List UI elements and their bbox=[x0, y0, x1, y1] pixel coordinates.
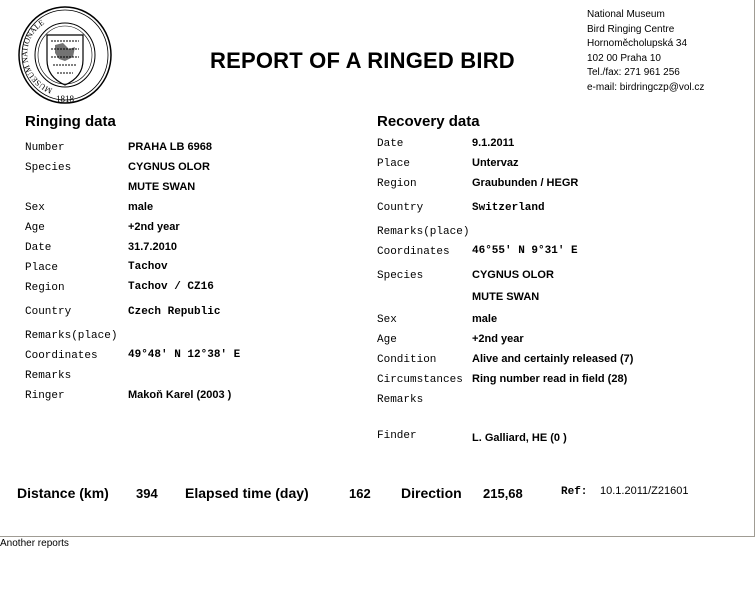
ringing-ringer-value: Makoň Karel (2003 ) bbox=[128, 389, 232, 401]
recovery-remarks-place-label: Remarks(place) bbox=[377, 226, 470, 238]
ringing-remarks-label: Remarks bbox=[25, 370, 72, 382]
ringing-region-label: Region bbox=[25, 282, 65, 294]
address-line: Tel./fax: 271 961 256 bbox=[587, 67, 680, 78]
recovery-circumstances-value: Ring number read in field (28) bbox=[472, 373, 628, 385]
ringing-remarks-place-label: Remarks(place) bbox=[25, 330, 118, 342]
another-reports-link[interactable]: Another reports bbox=[0, 538, 69, 549]
recovery-country-label: Country bbox=[377, 202, 424, 214]
recovery-data-heading: Recovery data bbox=[377, 113, 480, 130]
ringing-ringer-label: Ringer bbox=[25, 390, 65, 402]
recovery-sex-label: Sex bbox=[377, 314, 397, 326]
recovery-circumstances-label: Circumstances bbox=[377, 374, 463, 386]
ringing-data-heading: Ringing data bbox=[25, 113, 116, 130]
distance-value: 394 bbox=[136, 486, 158, 501]
recovery-coordinates-value: 46°55' N 9°31' E bbox=[472, 245, 578, 257]
recovery-coordinates-label: Coordinates bbox=[377, 246, 450, 258]
ringing-species-common-value: MUTE SWAN bbox=[128, 181, 196, 193]
ringing-place-value: Tachov bbox=[128, 261, 168, 273]
ringing-sex-value: male bbox=[128, 201, 154, 213]
ringing-date-value: 31.7.2010 bbox=[128, 241, 177, 253]
ringing-age-value: +2nd year bbox=[128, 221, 180, 233]
recovery-species-common-value: MUTE SWAN bbox=[472, 291, 540, 303]
address-line: National Museum bbox=[587, 9, 665, 20]
recovery-place-value: Untervaz bbox=[472, 157, 519, 169]
ringing-number-value: PRAHA LB 6968 bbox=[128, 141, 212, 153]
ringing-country-label: Country bbox=[25, 306, 72, 318]
svg-text:MUSEUM NATIONALE: MUSEUM NATIONALE bbox=[20, 17, 54, 96]
ringing-country-value: Czech Republic bbox=[128, 306, 221, 318]
institution-address bbox=[587, 8, 704, 95]
address-line: 102 00 Praha 10 bbox=[587, 52, 661, 64]
recovery-country-value: Switzerland bbox=[472, 202, 545, 214]
address-line: Bird Ringing Centre bbox=[587, 23, 675, 35]
distance-label: Distance (km) bbox=[17, 485, 109, 501]
direction-label: Direction bbox=[401, 485, 462, 501]
recovery-place-label: Place bbox=[377, 158, 411, 170]
ref-label: Ref: bbox=[561, 486, 588, 498]
elapsed-time-label: Elapsed time (day) bbox=[185, 485, 309, 501]
ringing-coordinates-label: Coordinates bbox=[25, 350, 98, 362]
recovery-age-label: Age bbox=[377, 334, 397, 346]
ringing-date-label: Date bbox=[25, 242, 52, 254]
recovery-remarks-label: Remarks bbox=[377, 394, 424, 406]
recovery-species-label: Species bbox=[377, 270, 424, 282]
address-line: Hornoměcholupská 34 bbox=[587, 38, 688, 49]
recovery-finder-value: L. Galliard, HE (0 ) bbox=[472, 432, 567, 444]
museum-seal-logo bbox=[17, 5, 113, 105]
recovery-date-label: Date bbox=[377, 138, 404, 150]
ringing-coordinates-value: 49°48' N 12°38' E bbox=[128, 349, 241, 361]
report-title: REPORT OF A RINGED BIRD bbox=[210, 48, 515, 73]
recovery-species-latin-value: CYGNUS OLOR bbox=[472, 269, 554, 281]
ringing-region-value: Tachov / CZ16 bbox=[128, 281, 214, 293]
recovery-condition-label: Condition bbox=[377, 354, 437, 366]
recovery-finder-label: Finder bbox=[377, 430, 417, 442]
elapsed-time-value: 162 bbox=[349, 486, 371, 501]
recovery-date-value: 9.1.2011 bbox=[472, 137, 515, 149]
recovery-region-label: Region bbox=[377, 178, 417, 190]
direction-value: 215,68 bbox=[483, 486, 523, 501]
ringing-age-label: Age bbox=[25, 222, 45, 234]
recovery-region-value: Graubunden / HEGR bbox=[472, 177, 579, 189]
recovery-condition-value: Alive and certainly released (7) bbox=[472, 353, 634, 365]
recovery-age-value: +2nd year bbox=[472, 333, 524, 345]
address-email: e-mail: birdringczp@vol.cz bbox=[587, 81, 705, 93]
ringing-place-label: Place bbox=[25, 262, 59, 274]
ringing-number-label: Number bbox=[25, 142, 65, 154]
ringing-sex-label: Sex bbox=[25, 202, 45, 214]
ref-value: 10.1.2011/Z21601 bbox=[600, 485, 689, 497]
ringing-species-latin-value: CYGNUS OLOR bbox=[128, 161, 210, 173]
recovery-sex-value: male bbox=[472, 313, 498, 325]
ringing-species-label: Species bbox=[25, 162, 72, 174]
svg-text:1818: 1818 bbox=[56, 94, 74, 104]
